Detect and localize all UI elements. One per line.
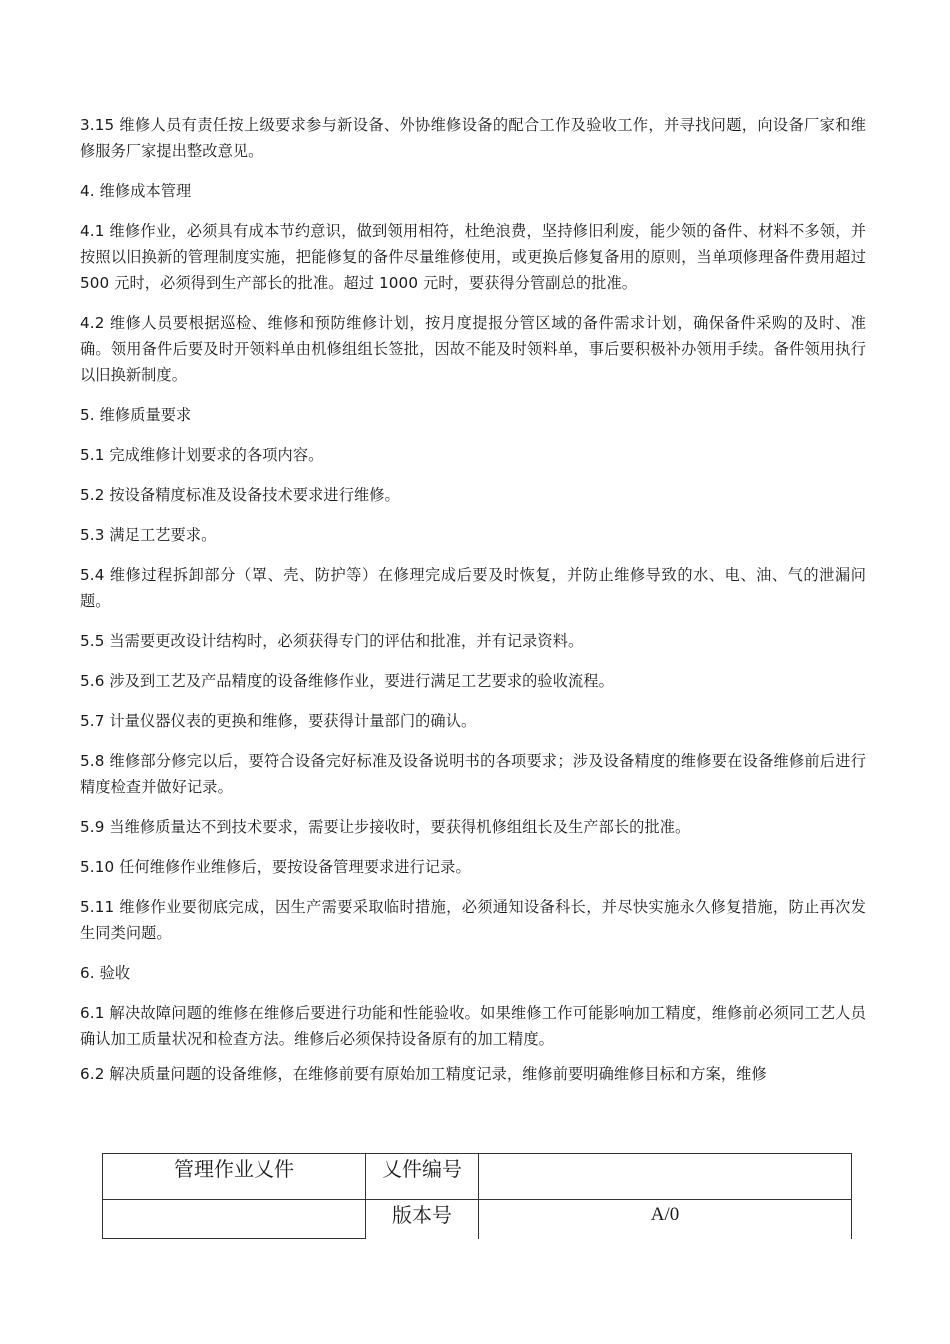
paragraph-5-11: 5.11 维修作业要彻底完成，因生产需要采取临时措施，必须通知设备科长，并尽快实施永久修复措施，防止再次发生同类问题。 bbox=[80, 898, 866, 942]
section-heading-6: 6. 验收 bbox=[80, 964, 131, 982]
paragraph-5-2: 5.2 按设备精度标准及设备技术要求进行维修。 bbox=[80, 486, 400, 504]
doc-number-label: 乂件编号 bbox=[382, 1157, 462, 1181]
paragraph-5-6: 5.6 涉及到工艺及产品精度的设备维修作业，要进行满足工艺要求的验收流程。 bbox=[80, 672, 614, 690]
document-body bbox=[80, 112, 866, 1101]
doc-title: 管理作业乂件 bbox=[174, 1157, 294, 1181]
paragraph-5-3: 5.3 满足工艺要求。 bbox=[80, 526, 217, 544]
version-label-cell bbox=[366, 1200, 479, 1239]
version-value: A/0 bbox=[650, 1204, 680, 1225]
paragraph-5-8: 5.8 维修部分修完以后，要符合设备完好标准及设备说明书的各项要求；涉及设备精度的维修要在设备维修前后进行精度检查并做好记录。 bbox=[80, 752, 866, 796]
version-value-cell bbox=[479, 1200, 852, 1239]
section-heading-5: 5. 维修质量要求 bbox=[80, 406, 192, 424]
paragraph-6-2: 6.2 解决质量问题的设备维修，在维修前要有原始加工精度记录，维修前要明确维修目标和方案，维修 bbox=[80, 1065, 767, 1083]
empty-cell bbox=[103, 1200, 366, 1239]
paragraph-6-1: 6.1 解决故障问题的维修在维修后要进行功能和性能验收。如果维修工作可能影响加工精度，维修前必须同工艺人员确认加工质量状况和检查方法。维修后必须保持设备原有的加工精度。 bbox=[80, 1004, 866, 1048]
paragraph-5-7: 5.7 计量仪器仪表的更换和维修，要获得计量部门的确认。 bbox=[80, 712, 477, 730]
paragraph-4-1: 4.1 维修作业，必须具有成本节约意识，做到领用相符，杜绝浪费，坚持修旧利废，能少领的备件、材料不多领，并按照以旧换新的管理制度实施，把能修复的备件尽量维修使用，或更换后修复备用的原则，当单项修理备件费用超过 500 元时，必须得到生产部长的批准。超过 1000 元时，要获得分管副总的批准。 bbox=[80, 222, 866, 292]
paragraph-5-1: 5.1 完成维修计划要求的各项内容。 bbox=[80, 446, 324, 464]
paragraph-4-2: 4.2 维修人员要根据巡检、维修和预防维修计划，按月度提报分管区域的备件需求计划，确保备件采购的及时、准确。领用备件后要及时开领料单由机修组组长签批，因故不能及时领料单，事后要积极补办领用手续。备件领用执行以旧换新制度。 bbox=[80, 314, 866, 384]
paragraph-3-15: 3.15 维修人员有责任按上级要求参与新设备、外协维修设备的配合工作及验收工作，并寻找问题，向设备厂家和维修服务厂家提出整改意见。 bbox=[80, 116, 866, 160]
table-row bbox=[103, 1200, 852, 1239]
paragraph-5-5: 5.5 当需要更改设计结构时，必须获得专门的评估和批准，并有记录资料。 bbox=[80, 632, 584, 650]
section-heading-4: 4. 维修成本管理 bbox=[80, 182, 192, 200]
version-label: 版本号 bbox=[392, 1203, 452, 1227]
doc-number-value-cell bbox=[479, 1154, 852, 1200]
paragraph-5-9: 5.9 当维修质量达不到技术要求，需要让步接收时，要获得机修组组长及生产部长的批准。 bbox=[80, 818, 691, 836]
paragraph-5-10: 5.10 任何维修作业维修后，要按设备管理要求进行记录。 bbox=[80, 858, 471, 876]
document-control-table bbox=[102, 1153, 852, 1239]
table-row bbox=[103, 1154, 852, 1200]
doc-number-label-cell bbox=[366, 1154, 479, 1200]
paragraph-5-4: 5.4 维修过程拆卸部分（罩、壳、防护等）在修理完成后要及时恢复，并防止维修导致的水、电、油、气的泄漏问题。 bbox=[80, 566, 866, 610]
doc-title-cell bbox=[103, 1154, 366, 1200]
